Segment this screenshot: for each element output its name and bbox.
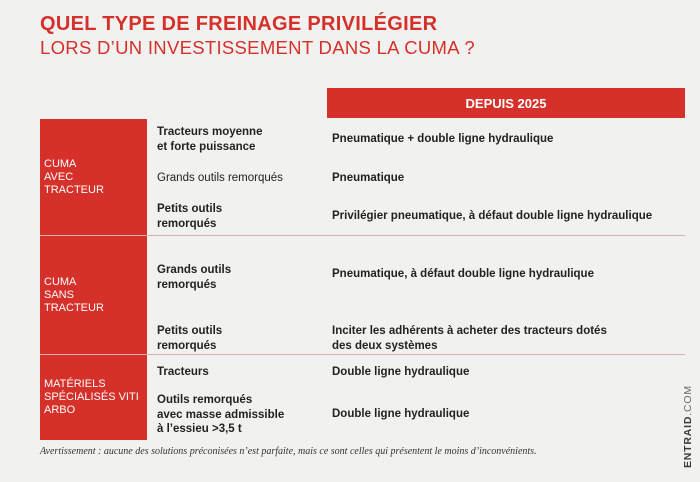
row-item	[157, 365, 322, 380]
group-label-line: SANS	[44, 288, 74, 301]
group-divider	[40, 235, 685, 236]
group-label-line: CUMA	[44, 275, 77, 288]
group-divider	[40, 354, 685, 355]
row-item	[157, 324, 322, 353]
row-item-line: remorqués	[157, 339, 217, 352]
row-item	[157, 263, 322, 292]
column-header: DEPUIS 2025	[327, 88, 685, 118]
row-item-line: avec masse admissible	[157, 408, 285, 421]
group-label-line: ARBO	[44, 404, 76, 416]
row-value	[332, 267, 682, 282]
brand-logo	[682, 385, 694, 468]
group-label-line: MATÉRIELS	[44, 378, 106, 390]
row-value	[332, 132, 682, 147]
row-item	[157, 171, 322, 186]
row-item-line: Tracteurs moyenne	[157, 126, 263, 138]
group-label-line: AVEC	[44, 170, 74, 183]
row-value	[332, 209, 682, 224]
group-label-line: CUMA	[44, 157, 77, 170]
row-item-line: Outils remorqués	[157, 394, 253, 406]
row-value-line: Double ligne hydraulique	[332, 366, 470, 378]
row-item-line: Petits outils	[157, 203, 223, 215]
row-item-line: remorqués	[157, 278, 217, 291]
row-value	[332, 171, 682, 186]
row-item	[157, 393, 322, 437]
row-value	[332, 407, 682, 422]
row-item-line: Grands outils remorqués	[157, 172, 283, 184]
row-value-line: Inciter les adhérents à acheter des tracteurs dotés	[332, 325, 607, 337]
group-cuma-sans-tracteur	[40, 236, 147, 354]
group-label-line: SPÉCIALISÉS VITI	[44, 391, 139, 403]
group-cuma-avec-tracteur	[40, 119, 147, 235]
row-value-line: Pneumatique, à défaut double ligne hydraulique	[332, 268, 594, 280]
row-item-line: Petits outils	[157, 325, 223, 337]
row-value-line: Privilégier pneumatique, à défaut double ligne hydraulique	[332, 210, 653, 222]
row-item-line: et forte puissance	[157, 140, 256, 153]
row-value-line: Double ligne hydraulique	[332, 408, 470, 420]
row-value-line: Pneumatique + double ligne hydraulique	[332, 133, 554, 145]
group-label-line: TRACTEUR	[44, 183, 104, 196]
warning-note: Avertissement : aucune des solutions préconisées n’est parfaite, mais ce sont celles qui présentent le moins d’inconvénients.	[40, 446, 537, 457]
group-materiels-specialises	[40, 355, 147, 440]
row-value-line: des deux systèmes	[332, 339, 438, 352]
row-item-line: remorqués	[157, 217, 217, 230]
row-item-line: Tracteurs	[157, 366, 209, 378]
brand-domain: .COM	[682, 385, 694, 416]
row-value	[332, 365, 682, 380]
row-item	[157, 202, 322, 231]
group-label-line: TRACTEUR	[44, 301, 104, 314]
row-value	[332, 324, 682, 353]
row-item-line: à l’essieu >3,5 t	[157, 423, 242, 435]
title-line-2: LORS D’UN INVESTISSEMENT DANS LA CUMA ?	[40, 37, 475, 58]
title-line-1: QUEL TYPE DE FREINAGE PRIVILÉGIER	[40, 13, 438, 35]
row-item	[157, 125, 322, 154]
row-item-line: Grands outils	[157, 264, 232, 276]
row-value-line: Pneumatique	[332, 172, 405, 184]
brand-name: ENTRAID	[682, 415, 694, 468]
